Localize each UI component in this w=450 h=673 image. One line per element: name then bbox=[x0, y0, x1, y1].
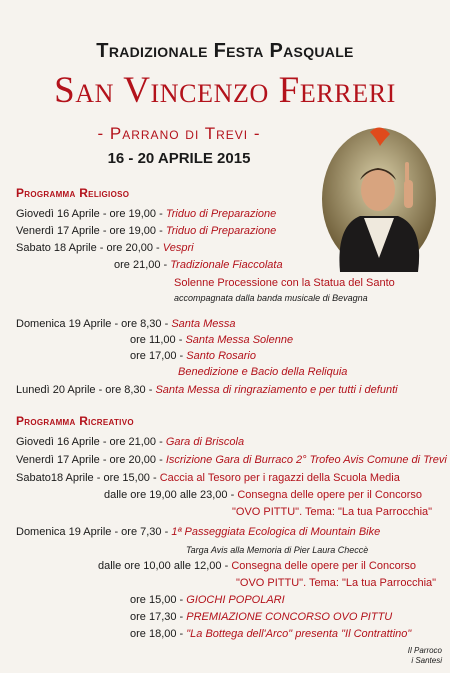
list-item: accompagnata dalla banda musicale di Bevagna bbox=[174, 293, 368, 303]
section-title-religioso: Programma Religioso bbox=[16, 186, 130, 200]
event-dates: 16 - 20 APRILE 2015 bbox=[107, 150, 251, 167]
list-item: Lunedì 20 Aprile - ore 8,30 - Santa Messa di ringraziamento e per tutti i defunti bbox=[16, 384, 398, 396]
list-item: ore 17,00 - Santo Rosario bbox=[130, 350, 256, 362]
event-subtitle: Tradizionale Festa Pasquale bbox=[96, 40, 354, 62]
list-item: ore 15,00 - GIOCHI POPOLARI bbox=[130, 594, 285, 606]
list-item: "OVO PITTU". Tema: "La tua Parrocchia" bbox=[236, 577, 437, 589]
saint-portrait bbox=[320, 126, 438, 272]
list-item: Sabato18 Aprile - ore 15,00 - Caccia al Tesoro per i ragazzi della Scuola Media bbox=[16, 472, 400, 484]
list-item: ore 21,00 - Tradizionale Fiaccolata bbox=[114, 259, 283, 271]
list-item: Benedizione e Bacio della Reliquia bbox=[178, 366, 348, 378]
list-item: dalle ore 10,00 alle 12,00 - Consegna delle opere per il Concorso bbox=[98, 560, 416, 572]
signature: Il Parroco i Santesi bbox=[407, 646, 442, 665]
list-item: Solenne Processione con la Statua del Santo bbox=[174, 277, 395, 289]
list-item: dalle ore 19,00 alle 23,00 - Consegna delle opere per il Concorso bbox=[104, 489, 422, 501]
list-item: Venerdì 17 Aprile - ore 19,00 - Triduo di Preparazione bbox=[16, 225, 277, 237]
list-item: Targa Avis alla Memoria di Pier Laura Checcè bbox=[186, 545, 369, 555]
list-item: Venerdì 17 Aprile - ore 20,00 - Iscrizione Gara di Burraco 2° Trofeo Avis Comune di Trevi bbox=[16, 454, 447, 466]
list-item: ore 11,00 - Santa Messa Solenne bbox=[130, 334, 294, 346]
list-item: Domenica 19 Aprile - ore 7,30 - 1ª Passeggiata Ecologica di Mountain Bike bbox=[16, 526, 381, 538]
event-location: - Parrano di Trevi - bbox=[97, 124, 261, 143]
list-item: ore 18,00 - "La Bottega dell'Arco" presenta "Il Contrattino" bbox=[130, 628, 412, 640]
list-item: Domenica 19 Aprile - ore 8,30 - Santa Messa bbox=[16, 318, 236, 330]
event-title: San Vincenzo Ferreri bbox=[54, 70, 396, 111]
list-item: Giovedì 16 Aprile - ore 21,00 - Gara di Briscola bbox=[16, 436, 245, 448]
list-item: ore 17,30 - PREMIAZIONE CONCORSO OVO PITTU bbox=[130, 611, 393, 623]
section-title-ricreativo: Programma Ricreativo bbox=[16, 414, 134, 428]
list-item: Sabato 18 Aprile - ore 20,00 - Vespri bbox=[16, 242, 194, 254]
list-item: Giovedì 16 Aprile - ore 19,00 - Triduo di Preparazione bbox=[16, 208, 277, 220]
list-item: "OVO PITTU". Tema: "La tua Parrocchia" bbox=[232, 506, 433, 518]
